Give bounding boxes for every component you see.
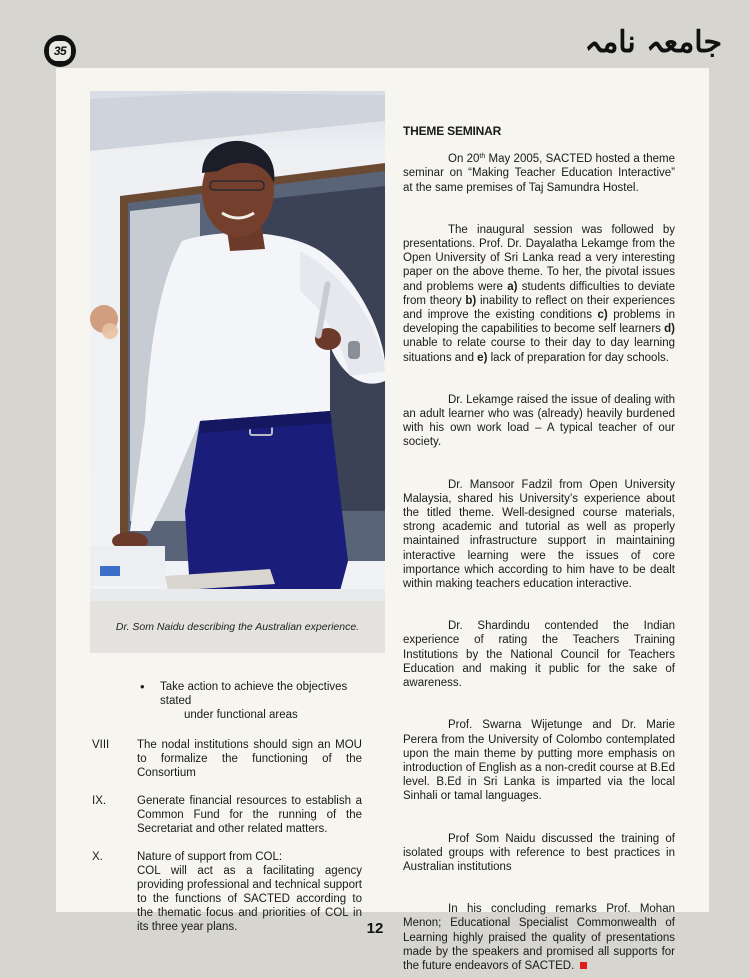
bullet-line-2: under functional areas [184,709,298,721]
left-column [90,680,362,934]
list-item-bullet [90,680,362,722]
masthead-logo: جامعہ نامہ [584,25,722,60]
photo-figure [90,91,385,653]
item-text-a: students difficulties to deviate from theory [403,280,675,307]
paragraph-colombo: Prof. Swarna Wijetunge and Dr. Marie Perera from the University of Colombo contemplated upon the main theme by putting more emphasis on introduction of English as a non-credit course at B.Ed level. B.Ed in Sri Lanka is imparted via the local Sinhali or tamal languages. [403,719,675,803]
item-text-c: problems in developing the capabilities to become self learners [403,309,675,336]
section-title: THEME SEMINAR [403,124,502,138]
issue-number: 35 [49,41,71,61]
p8-text: In his concluding remarks Prof. Mohan Menon; Educational Specialist Commonwealth of Learning highly praised the quality of presentations made by the speakers and promised all supports for the future endeavors of SACTED. [403,903,675,972]
paragraph-adult-learner: Dr. Lekamge raised the issue of dealing with an adult learner who was (already) heavily burdened with his own work load – A typical teacher of our society. [403,393,675,449]
bullet-line-1: Take action to achieve the objectives stated [160,681,348,707]
p1-text-end: May 2005, SACTED hosted a theme seminar on “Making Teacher Education Interactive” at the same premises of Taj Samundra Hostel. [403,153,675,194]
list-item-ix [90,794,362,836]
paragraph-shardindu: Dr. Shardindu contended the Indian experience of rating the Teachers Training Institutions by the National Council for Teachers Education and making it public for the sake of awareness. [403,620,675,690]
issue-number-badge [44,35,76,67]
item-label-e: e) [477,351,488,364]
item-number: IX. [92,795,107,807]
ordinal-suffix: th [479,153,486,161]
item-number: VIII [92,739,110,751]
paragraph-intro [403,152,675,195]
item-text: COL will act as a facilitating agency providing professional and technical support to the functions of SACTED according to the thematic focus and priorities of COL in its three year plans. [137,865,362,933]
p1-text-start: On 20 [448,153,480,166]
page-number: 12 [366,920,384,937]
item-label-c: c) [597,309,608,322]
item-label-d: d) [664,323,675,336]
item-number: X. [92,851,103,863]
bullet-icon: • [140,679,145,694]
paragraph-naidu: Prof Som Naidu discussed the training of isolated groups with reference to best practices in Australian institutions [403,832,675,873]
item-text-e: lack of preparation for day schools. [487,351,669,364]
end-mark-icon [580,962,587,969]
photo-illustration [90,91,385,601]
item-text-d: unable to relate course to their day to day learning situations and [403,337,675,364]
photo-image [90,91,385,601]
item-text-b: inability to reflect on their experiences and improve the existing conditions [403,294,675,322]
item-text: Generate financial resources to establish a Common Fund for the running of the Secretariat and other related matters. [137,795,362,835]
photo-caption: Dr. Som Naidu describing the Australian experience. [115,621,360,633]
right-column [403,124,675,973]
item-label-a: a) [507,280,518,293]
paragraph-fadzil: Dr. Mansoor Fadzil from Open University Malaysia, shared his University’s experience about the titled theme. Well-designed course materials, strong academic and tutorial as well as properly maintained infrastructure support in maintaining interactive learning were the issues of core importance which according to him have to be dealt within making teachers education interactive. [403,478,675,591]
p2-intro: The inaugural session was followed by presentations. Prof. Dr. Dayalatha Lekamge from the Open University of Sri Lanka read a very interesting paper on the above theme. To her, the pivotal issues and problems were [403,223,675,293]
item-text: The nodal institutions should sign an MOU to formalize the functioning of the Consortium [137,739,362,779]
item-label-b: b) [465,294,477,307]
paragraph-lekamge [403,223,675,365]
item-heading: Nature of support from COL: [137,851,283,863]
list-item-viii [90,738,362,780]
paragraph-conclusion [403,902,675,973]
